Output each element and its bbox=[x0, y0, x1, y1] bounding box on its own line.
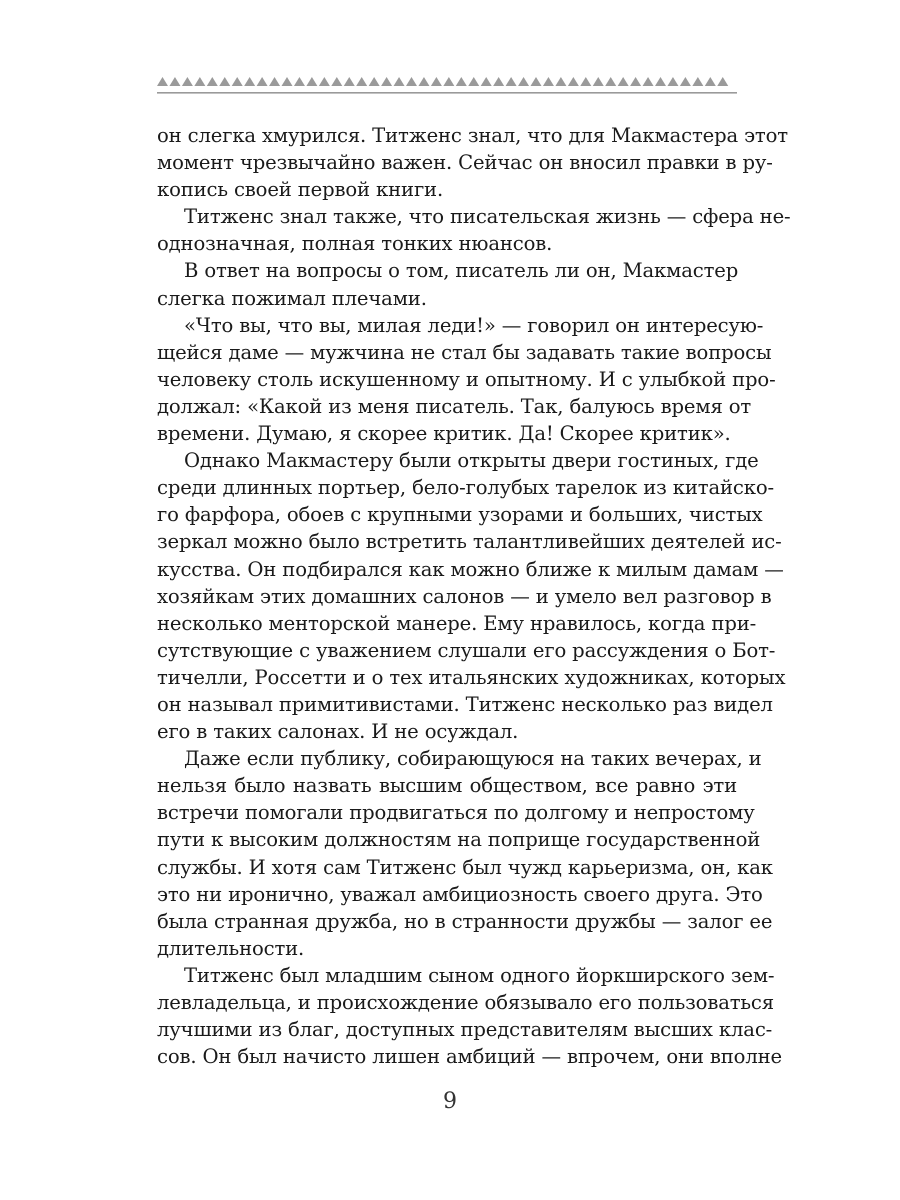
text-line: несколько менторской манере. Ему нравилось, когда при- bbox=[157, 611, 757, 635]
text-line: го фарфора, обоев с крупными узорами и больших, чистых bbox=[157, 503, 763, 527]
text-line: он слегка хмурился. Титженс знал, что для Макмастера этот bbox=[157, 124, 788, 147]
text-line: должал: «Какой из меня писатель. Так, балуюсь время от bbox=[157, 394, 752, 418]
text-line: лучшими из благ, доступных представителям высших клас- bbox=[157, 1018, 773, 1042]
text-line: среди длинных портьер, бело-голубых тарелок из китайско- bbox=[157, 476, 774, 500]
ornament-triangle bbox=[282, 77, 293, 86]
ornament-triangle bbox=[381, 77, 392, 86]
text-line: левладельца, и происхождение обязывало его пользоваться bbox=[157, 991, 774, 1014]
ornament-triangle bbox=[655, 77, 666, 86]
ornament-triangle bbox=[369, 77, 380, 86]
text-line: сов. Он был начисто лишен амбиций — впрочем, они вполне bbox=[157, 1045, 782, 1069]
paragraph bbox=[157, 447, 786, 745]
text-line: пути к высоким должностям на поприще государственной bbox=[157, 828, 761, 852]
ornament-triangle bbox=[618, 77, 629, 86]
body-text bbox=[157, 122, 791, 1070]
ornament-triangle bbox=[630, 77, 641, 86]
text-line: тичелли, Россетти и о тех итальянских художниках, которых bbox=[157, 665, 786, 689]
ornament-triangle bbox=[169, 77, 180, 86]
paragraph bbox=[157, 962, 782, 1070]
ornament-triangle bbox=[568, 77, 579, 86]
text-line: он называл примитивистами. Титженс несколько раз видел bbox=[157, 692, 773, 716]
page-number: 9 bbox=[443, 1089, 457, 1114]
ornament-triangle bbox=[705, 77, 716, 86]
text-line: службы. И хотя сам Титженс был чужд карьеризма, он, как bbox=[157, 855, 773, 879]
text-line: Титженс был младшим сыном одного йоркширского зем- bbox=[184, 963, 775, 987]
text-line: длительности. bbox=[157, 936, 305, 960]
text-line: его в таких салонах. И не осуждал. bbox=[157, 720, 519, 744]
ornament-triangle bbox=[356, 77, 367, 86]
ornament-triangle bbox=[219, 77, 230, 86]
ornament-triangle bbox=[182, 77, 193, 86]
ornament-triangle bbox=[294, 77, 305, 86]
ornament-triangle bbox=[269, 77, 280, 86]
ornament-triangle bbox=[344, 77, 355, 86]
ornament-triangle bbox=[531, 77, 542, 86]
ornament-triangle bbox=[481, 77, 492, 86]
text-line: Даже если публику, собирающуюся на таких вечерах, и bbox=[184, 747, 762, 771]
text-line: «Что вы, что вы, милая леди!» — говорил он интересую- bbox=[184, 313, 764, 337]
text-line: зеркал можно было встретить талантливейших деятелей ис- bbox=[157, 530, 782, 554]
text-line: Титженс знал также, что писательская жизнь — сфера не- bbox=[184, 205, 791, 229]
text-line: встречи помогали продвигаться по долгому и непростому bbox=[157, 801, 755, 825]
ornament-triangle bbox=[717, 77, 728, 86]
text-line: копись своей первой книги. bbox=[157, 178, 444, 202]
ornament-triangle bbox=[418, 77, 429, 86]
text-line: В ответ на вопросы о том, писатель ли он, Макмастер bbox=[184, 259, 739, 283]
text-line: щейся даме — мужчина не стал бы задавать такие вопросы bbox=[157, 340, 772, 364]
text-line: момент чрезвычайно важен. Сейчас он вносил правки в ру- bbox=[157, 151, 773, 175]
ornament-triangle bbox=[456, 77, 467, 86]
ornament-triangle bbox=[406, 77, 417, 86]
text-line: сутствующие с уважением слушали его рассуждения о Бот- bbox=[157, 638, 776, 662]
ornament-triangle bbox=[319, 77, 330, 86]
ornament-triangle bbox=[680, 77, 691, 86]
ornament-triangle bbox=[443, 77, 454, 86]
ornament-triangle bbox=[232, 77, 243, 86]
ornament-triangle bbox=[468, 77, 479, 86]
paragraph bbox=[157, 122, 788, 203]
text-line: человеку столь искушенному и опытному. И с улыбкой про- bbox=[157, 367, 776, 391]
ornament-triangle bbox=[257, 77, 268, 86]
ornament-triangle bbox=[157, 77, 168, 86]
ornament-triangle bbox=[493, 77, 504, 86]
ornament-triangle bbox=[207, 77, 218, 86]
ornament-triangle bbox=[431, 77, 442, 86]
text-line: была странная дружба, но в странности дружбы — залог ее bbox=[157, 909, 773, 933]
ornament-triangle bbox=[518, 77, 529, 86]
paragraph bbox=[157, 203, 791, 257]
text-line: Однако Макмастеру были открыты двери гостиных, где bbox=[184, 449, 759, 473]
ornament-triangle bbox=[394, 77, 405, 86]
text-line: слегка пожимал плечами. bbox=[157, 286, 427, 310]
paragraph bbox=[157, 257, 737, 311]
ornament-triangle bbox=[667, 77, 678, 86]
ornament-triangle bbox=[244, 77, 255, 86]
ornament-triangle bbox=[331, 77, 342, 86]
ornament-triangle bbox=[593, 77, 604, 86]
paragraph bbox=[157, 745, 773, 962]
paragraph bbox=[157, 312, 776, 447]
ornament-triangle bbox=[692, 77, 703, 86]
text-line: однозначная, полная тонких нюансов. bbox=[157, 232, 553, 256]
text-line: нельзя было назвать высшим обществом, все равно эти bbox=[157, 774, 737, 798]
ornament-triangle bbox=[643, 77, 654, 86]
ornament-triangle bbox=[194, 77, 205, 86]
text-line: хозяйкам этих домашних салонов — и умело вел разговор в bbox=[157, 584, 772, 608]
text-line: кусства. Он подбирался как можно ближе к милым дамам — bbox=[157, 557, 784, 581]
ornament-triangle bbox=[543, 77, 554, 86]
text-line: это ни иронично, уважал амбициозность своего друга. Это bbox=[157, 882, 763, 906]
ornament-triangle bbox=[306, 77, 317, 86]
ornament-triangle bbox=[580, 77, 591, 86]
header-ornament bbox=[157, 74, 737, 98]
text-line: времени. Думаю, я скорее критик. Да! Скорее критик». bbox=[157, 422, 731, 446]
ornament-triangle bbox=[605, 77, 616, 86]
ornament-triangle bbox=[506, 77, 517, 86]
ornament-triangle bbox=[555, 77, 566, 86]
